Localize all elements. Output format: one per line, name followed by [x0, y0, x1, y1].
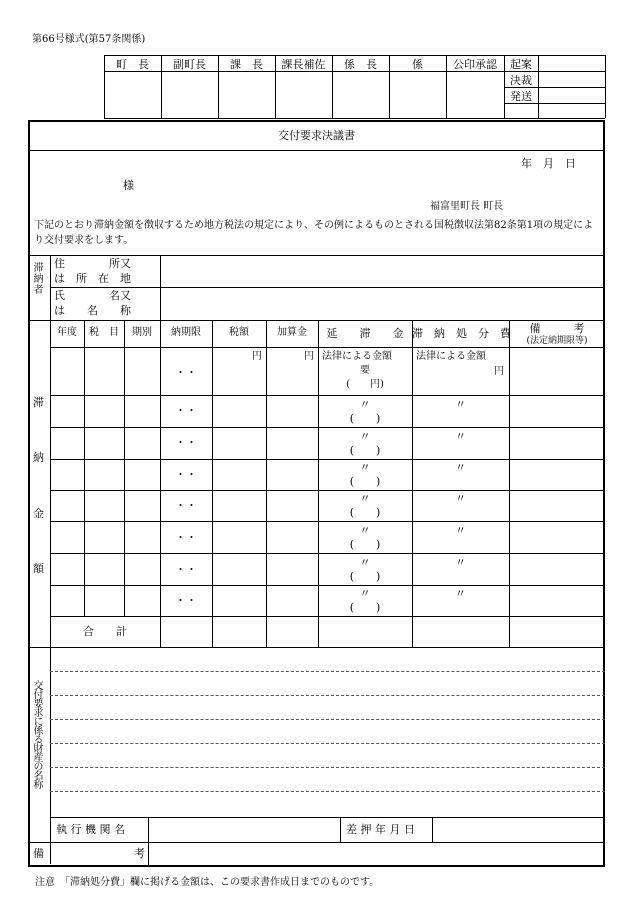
header-period: 期別: [132, 327, 152, 338]
name-label-line2: は 名 称: [54, 304, 131, 317]
processing-fee-ditto: 〃: [455, 524, 466, 537]
processing-fee-ditto: 〃: [455, 492, 466, 505]
amount-side-label-1: 滞: [33, 396, 44, 409]
late-fee-paren: ( ): [349, 475, 381, 488]
due-date-placeholder: ・・: [175, 404, 197, 417]
late-fee-ditto: 〃: [359, 524, 371, 537]
approval-label-sent: 発送: [510, 90, 532, 103]
execution-agency-label: 執 行 機 関 名: [56, 823, 125, 836]
late-fee-ditto: 〃: [359, 556, 371, 569]
address-label-line1: 住 所又: [54, 257, 131, 270]
header-addition: 加算金: [277, 327, 307, 338]
due-date-placeholder: ・・: [175, 436, 197, 449]
remarks-label-left: 備: [33, 847, 44, 860]
delinquent-section-label: 滞納者: [31, 262, 42, 295]
processing-fee-ditto: 〃: [455, 587, 466, 600]
amount-side-label-3: 金: [33, 507, 44, 520]
address-label-line2: は 所 在 地: [54, 272, 131, 285]
document-title: 交付要求決議書: [278, 129, 355, 142]
late-fee-legal-amount: 法律による金額: [322, 351, 392, 362]
header-tax-item: 税 目: [89, 327, 119, 338]
header-due-date: 納期限: [171, 327, 201, 338]
processing-fee-legal-amount: 法律による金額: [416, 351, 486, 362]
footer-note: 注意 「滞納処分費」欄に掲げる金額は、この要求書作成日までのものです。: [35, 877, 380, 888]
late-fee-paren: ( ): [349, 538, 381, 551]
yen-unit-addition: 円: [304, 351, 314, 362]
name-label-line1: 氏 名又: [54, 289, 131, 302]
late-fee-paren: ( ): [349, 570, 381, 583]
amount-side-label-4: 額: [33, 562, 44, 575]
approval-header-section-chief: 課 長: [230, 58, 263, 71]
header-remarks: 備 考: [529, 322, 585, 335]
approval-header-deputy-mayor: 副町長: [173, 58, 206, 71]
processing-fee-ditto: 〃: [455, 556, 466, 569]
approval-header-staff: 係: [412, 58, 423, 71]
approval-label-drafted: 起案: [510, 58, 532, 71]
late-fee-ditto: 〃: [359, 461, 371, 474]
date-field: 年 月 日: [521, 157, 576, 170]
processing-fee-ditto: 〃: [455, 461, 466, 474]
approval-header-subsection-chief: 係 長: [344, 58, 377, 71]
approval-header-mayor: 町 長: [116, 58, 149, 71]
body-text: 下記のとおり滞納金額を徴収するため地方税法の規定により、その例によるものとされる国税徴収法第82条第1項の規定により交付要求をします。: [34, 220, 594, 246]
late-fee-ditto: 〃: [359, 398, 371, 411]
property-section-label: 交付要求に係る財産の名称: [31, 680, 42, 788]
late-fee-ditto: 〃: [359, 430, 371, 443]
yen-unit-processing: 円: [494, 366, 504, 377]
due-date-placeholder: ・・: [175, 366, 197, 379]
remarks-label-right: 考: [134, 847, 145, 860]
late-fee-yen-paren: ( 円): [346, 379, 384, 390]
late-fee-required: 要: [360, 365, 370, 376]
late-fee-paren: ( ): [349, 412, 381, 425]
late-fee-paren: ( ): [349, 444, 381, 457]
processing-fee-ditto: 〃: [455, 430, 466, 443]
header-remarks-sub: (法定納期限等): [526, 336, 588, 346]
due-date-placeholder: ・・: [175, 531, 197, 544]
seizure-date-label: 差 押 年 月 日: [346, 823, 415, 836]
total-label: 合 計: [83, 625, 127, 638]
due-date-placeholder: ・・: [175, 499, 197, 512]
header-processing-fee: 滞 納 処 分 費: [412, 327, 511, 340]
due-date-placeholder: ・・: [175, 563, 197, 576]
due-date-placeholder: ・・: [175, 594, 197, 607]
late-fee-ditto: 〃: [359, 587, 371, 600]
late-fee-paren: ( ): [349, 506, 381, 519]
header-tax-amount: 税額: [229, 327, 249, 338]
addressee-suffix: 様: [123, 179, 134, 192]
header-late-fee: 延 滞 金: [326, 327, 404, 340]
header-year: 年度: [57, 327, 77, 338]
late-fee-ditto: 〃: [359, 492, 371, 505]
late-fee-paren: ( ): [349, 601, 381, 614]
approval-header-assistant-chief: 課長補佐: [281, 58, 326, 71]
issuer-name: 福富里町長 町長: [430, 201, 504, 212]
processing-fee-ditto: 〃: [455, 398, 466, 411]
due-date-placeholder: ・・: [175, 468, 197, 481]
approval-header-seal: 公印承認: [453, 58, 497, 71]
yen-unit-tax: 円: [252, 351, 262, 362]
approval-label-decided: 決裁: [510, 74, 532, 87]
form-number: 第66号様式(第57条関係): [32, 34, 146, 45]
amount-side-label-2: 納: [33, 451, 44, 464]
